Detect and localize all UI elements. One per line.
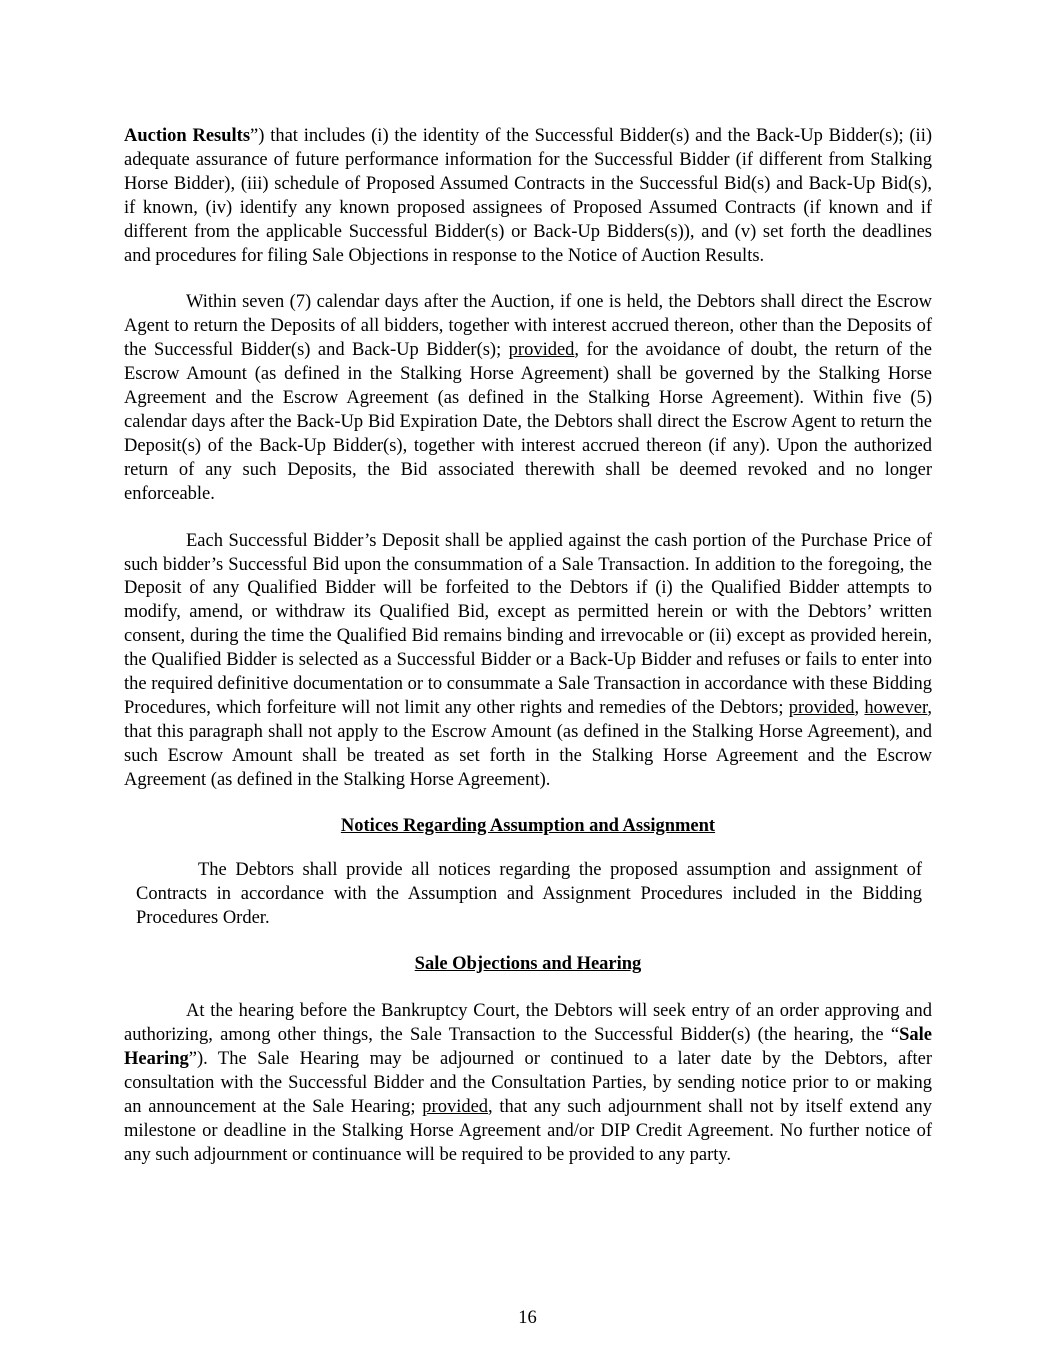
paragraph-sale-hearing [124, 1000, 932, 1167]
paragraph-deposit-return [124, 291, 932, 506]
underlined-term: however [864, 697, 928, 718]
paragraph-text: , that this paragraph shall not apply to the Escrow Amount (as defined in the Stalking Horse Agreement), and such Escrow Amount shall be treated as set forth in the Stalking Horse Agreement and the Escrow Agreement (as defined in the Stalking Horse Agreement). [124, 697, 932, 790]
paragraph-text: , [854, 697, 865, 718]
paragraph-text: , that any such adjournment shall not by itself extend any milestone or deadline in the Stalking Horse Agreement and/or DIP Credit Agreement. No further notice of any such adjournment or continuance will be required to be provided to any party. [124, 1096, 932, 1165]
underlined-term: provided [788, 697, 855, 718]
paragraph-text: Each Successful Bidder’s Deposit shall be applied against the cash portion of the Purchase Price of such bidder’s Successful Bid upon the consummation of a Sale Transaction. In addition to the foregoing, the Deposit of any Qualified Bidder will be forfeited to the Debtors if (i) the Qualified Bidder attempts to modify, amend, or withdraw its Qualified Bid, except as permitted herein or with the Debtors’ written consent, during the time the Qualified Bid remains binding and irrevocable or (ii) except as provided herein, the Qualified Bidder is selected as a Successful Bidder or a Back-Up Bidder and refuses or fails to enter into the required definitive documentation or to consummate a Sale Transaction in accordance with these Bidding Procedures, which forfeiture will not limit any other rights and remedies of the Debtors; [124, 530, 932, 718]
paragraph-text: ”). The Sale Hearing may be adjourned or continued to a later date by the Debtors, after consultation with the Successful Bidder and the Consultation Parties, by sending notice prior to or making an announcement at the Sale Hearing; [124, 1048, 932, 1117]
paragraph-text: ”) that includes (i) the identity of the Successful Bidder(s) and the Back-Up Bidder(s); (ii) adequate assurance of future performance information for the Successful Bidder (if different from Stalking Horse Bidder), (iii) schedule of Proposed Assumed Contracts in the Successful Bid(s) and Back-Up Bid(s), if known, (iv) identify any known proposed assignees of Proposed Assumed Contracts (if known and if different from the applicable Successful Bidder(s) or Back-Up Bidders(s)), and (v) set forth the deadlines and procedures for filing Sale Objections in response to the Notice of Auction Results. [124, 126, 933, 266]
underlined-term: provided [422, 1096, 489, 1117]
underlined-term: provided [508, 340, 575, 361]
defined-term: Auction Results [124, 126, 251, 146]
paragraph-text: At the hearing before the Bankruptcy Court, the Debtors will seek entry of an order approving and authorizing, among other things, the Sale Transaction to the Successful Bidder(s) (the hearing, the “ [124, 1001, 932, 1045]
section-heading-notices: Notices Regarding Assumption and Assignment [340, 815, 716, 836]
page-number: 16 [518, 1308, 537, 1328]
paragraph-auction-results [124, 125, 932, 268]
paragraph-notices: The Debtors shall provide all notices regarding the proposed assumption and assignment of Contracts in accordance with the Assumption and Assignment Procedures included in the Bidding Procedures Order. [136, 860, 922, 929]
defined-term: Sale Hearing [124, 1025, 932, 1069]
paragraph-deposit-forfeiture [124, 530, 932, 793]
paragraph-text: , for the avoidance of doubt, the return of the Escrow Amount (as defined in the Stalking Horse Agreement) shall be governed by the Stalking Horse Agreement and the Escrow Agreement (as defined in the Stalking Horse Agreement). Within five (5) calendar days after the Back-Up Bid Expiration Date, the Debtors shall direct the Escrow Agent to return the Deposit(s) of the Back-Up Bidder(s), together with interest accrued thereon (if any). Upon the authorized return of any such Deposits, the Bid associated therewith shall be deemed revoked and no longer enforceable. [124, 340, 932, 504]
document-page [124, 125, 932, 1167]
paragraph-text: Within seven (7) calendar days after the Auction, if one is held, the Debtors shall direct the Escrow Agent to return the Deposits of all bidders, together with interest accrued thereon, other than the Deposits of the Successful Bidder(s) and Back-Up Bidder(s); [124, 292, 932, 361]
section-heading-sale-objections: Sale Objections and Hearing [414, 954, 642, 975]
